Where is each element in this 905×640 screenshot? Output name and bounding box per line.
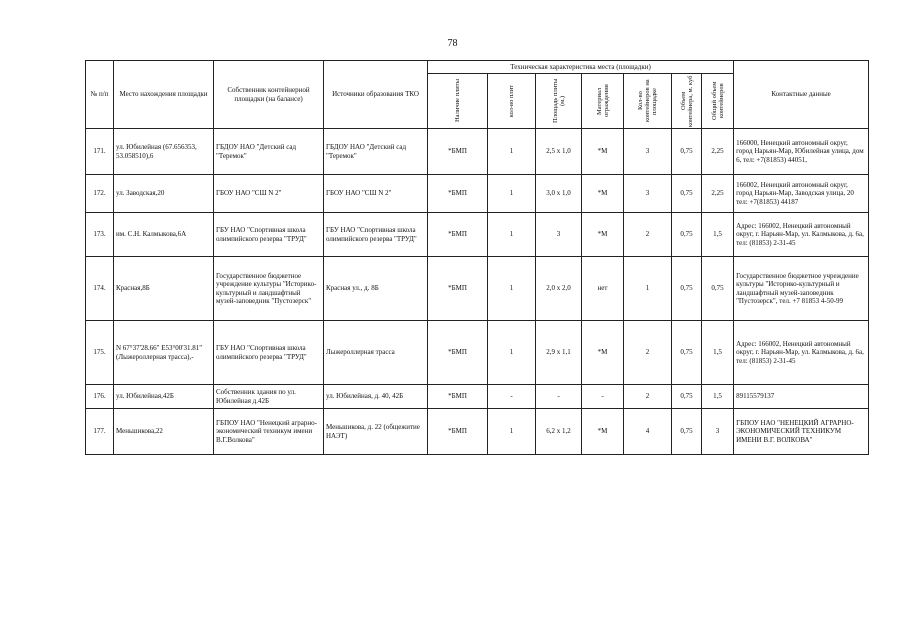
- row-plates-count: 1: [488, 175, 536, 213]
- row-containers: 2: [624, 321, 672, 385]
- row-contacts: 89115579137: [734, 385, 869, 409]
- row-num: 172.: [86, 175, 114, 213]
- row-plate: *БМП: [428, 213, 488, 257]
- row-area: 2,0 х 2,0: [536, 257, 582, 321]
- row-area: 3,0 х 1,0: [536, 175, 582, 213]
- row-contacts: 166000, Ненецкий автономный округ, город Нарьян-Мар, Юбилейная улица, дом 6, тел: +7(81853) 44051,: [734, 129, 869, 175]
- header-num: № п/п: [86, 61, 114, 129]
- subheader-fence: Материал ограждения: [582, 74, 624, 129]
- header-tech: Техническая характеристика места (площадки): [428, 61, 734, 74]
- row-fence: -: [582, 385, 624, 409]
- row-plates-count: 1: [488, 213, 536, 257]
- row-plates-count: 1: [488, 129, 536, 175]
- row-plates-count: 1: [488, 257, 536, 321]
- row-num: 175.: [86, 321, 114, 385]
- row-containers: 2: [624, 385, 672, 409]
- row-contacts: Адрес: 166002, Ненецкий автономный округ, г. Нарьян-Мар, ул. Калмыкова, д. 6а, тел: (81853) 2-31-45: [734, 213, 869, 257]
- row-sources: Лыжероллерная трасса: [324, 321, 428, 385]
- subheader-total: Общий объем контейнеров: [702, 74, 734, 129]
- row-containers: 4: [624, 409, 672, 455]
- subheader-containers: Кол-во контейнеров на площадке: [624, 74, 672, 129]
- subheader-volume: Объем контейнера, м. куб: [672, 74, 702, 129]
- row-total: 3: [702, 409, 734, 455]
- row-fence: *М: [582, 129, 624, 175]
- row-contacts: 166002, Ненецкий автономный округ, город Нарьян-Мар, Заводская улица, 20 тел: +7(81853) 44187: [734, 175, 869, 213]
- row-fence: *М: [582, 409, 624, 455]
- row-containers: 3: [624, 129, 672, 175]
- row-volume: 0,75: [672, 213, 702, 257]
- row-total: 1,5: [702, 385, 734, 409]
- row-total: 0,75: [702, 257, 734, 321]
- row-owner: ГБДОУ НАО "Детский сад "Теремок": [214, 129, 324, 175]
- header-location: Место нахождения площадки: [114, 61, 214, 129]
- row-volume: 0,75: [672, 257, 702, 321]
- header-row: [86, 61, 869, 74]
- row-location: N 67°37'28.66" E53°00'31.81" (Лыжероллерная трасса),-: [114, 321, 214, 385]
- row-contacts: Государственное бюджетное учреждение культуры "Историко-культурный и ландшафтный музей-заповедник "Пустозерск", тел. +7 81853 4-50-99: [734, 257, 869, 321]
- row-sources: ГБОУ НАО "СШ N 2": [324, 175, 428, 213]
- subheader-area: Площадь плиты (м.): [536, 74, 582, 129]
- row-fence: *М: [582, 175, 624, 213]
- row-owner: ГБУ НАО "Спортивная школа олимпийского резерва "ТРУД": [214, 321, 324, 385]
- row-containers: 3: [624, 175, 672, 213]
- row-area: 6,2 х 1,2: [536, 409, 582, 455]
- row-location: Красная,8Б: [114, 257, 214, 321]
- row-owner: ГБОУ НАО "СШ N 2": [214, 175, 324, 213]
- table-row: [86, 385, 869, 409]
- row-sources: ГБДОУ НАО "Детский сад "Теремок": [324, 129, 428, 175]
- row-num: 177.: [86, 409, 114, 455]
- row-area: 2,5 х 1,0: [536, 129, 582, 175]
- row-volume: 0,75: [672, 175, 702, 213]
- row-plate: *БМП: [428, 175, 488, 213]
- row-total: 2,25: [702, 175, 734, 213]
- row-plates-count: 1: [488, 409, 536, 455]
- row-num: 173.: [86, 213, 114, 257]
- row-location: ул. Юбилейная,42Б: [114, 385, 214, 409]
- row-contacts: ГБПОУ НАО "НЕНЕЦКИЙ АГРАРНО-ЭКОНОМИЧЕСКИЙ ТЕХНИКУМ ИМЕНИ В.Г. ВОЛКОВА": [734, 409, 869, 455]
- table-row: [86, 257, 869, 321]
- row-total: 1,5: [702, 213, 734, 257]
- row-plate: *БМП: [428, 409, 488, 455]
- row-volume: 0,75: [672, 321, 702, 385]
- row-volume: 0,75: [672, 409, 702, 455]
- subheader-plates-count: кол-во плит: [488, 74, 536, 129]
- row-sources: Красная ул., д. 8Б: [324, 257, 428, 321]
- row-volume: 0,75: [672, 129, 702, 175]
- row-total: 2,25: [702, 129, 734, 175]
- row-volume: 0,75: [672, 385, 702, 409]
- row-total: 1,5: [702, 321, 734, 385]
- header-contacts: Контактные данные: [734, 61, 869, 129]
- table-body: [86, 129, 869, 455]
- table-row: [86, 409, 869, 455]
- container-sites-table: [85, 60, 869, 455]
- row-containers: 1: [624, 257, 672, 321]
- row-sources: Меньшикова, д. 22 (общежитие НАЭТ): [324, 409, 428, 455]
- row-sources: ГБУ НАО "Спортивная школа олимпийского резерва "ТРУД": [324, 213, 428, 257]
- table-row: [86, 213, 869, 257]
- row-plates-count: 1: [488, 321, 536, 385]
- row-plate: *БМП: [428, 385, 488, 409]
- table-row: [86, 321, 869, 385]
- row-fence: *М: [582, 321, 624, 385]
- header-owner: Собственник контейнерной площадки (на балансе): [214, 61, 324, 129]
- row-area: 2,9 х 1,1: [536, 321, 582, 385]
- row-plates-count: -: [488, 385, 536, 409]
- row-containers: 2: [624, 213, 672, 257]
- row-num: 171.: [86, 129, 114, 175]
- page-number: 78: [447, 38, 458, 49]
- row-owner: Собственник здания по ул. Юбилейная д.42Б: [214, 385, 324, 409]
- row-owner: ГБПОУ НАО "Ненецкий аграрно-экономический техникум имени В.Г.Волкова": [214, 409, 324, 455]
- row-plate: *БМП: [428, 257, 488, 321]
- row-location: Меньшикова,22: [114, 409, 214, 455]
- row-plate: *БМП: [428, 321, 488, 385]
- row-num: 176.: [86, 385, 114, 409]
- row-location: им. С.Н. Калмыкова,6А: [114, 213, 214, 257]
- row-plate: *БМП: [428, 129, 488, 175]
- row-owner: ГБУ НАО "Спортивная школа олимпийского резерва "ТРУД": [214, 213, 324, 257]
- row-area: -: [536, 385, 582, 409]
- row-location: ул. Юбилейная (67.656353, 53.058510),6: [114, 129, 214, 175]
- row-location: ул. Заводская,20: [114, 175, 214, 213]
- row-owner: Государственное бюджетное учреждение культуры "Историко-культурный и ландшафтный музей-заповедник "Пустозерск": [214, 257, 324, 321]
- row-fence: нет: [582, 257, 624, 321]
- header-sources: Источники образования ТКО: [324, 61, 428, 129]
- row-area: 3: [536, 213, 582, 257]
- table-row: [86, 175, 869, 213]
- subheader-plate: Наличие плиты: [428, 74, 488, 129]
- table-row: [86, 129, 869, 175]
- row-fence: *М: [582, 213, 624, 257]
- row-contacts: Адрес: 166002, Ненецкий автономный округ, г. Нарьян-Мар, ул. Калмыкова, д. 6а, тел: (81853) 2-31-45: [734, 321, 869, 385]
- row-sources: ул. Юбилейная, д. 40, 42Б: [324, 385, 428, 409]
- row-num: 174.: [86, 257, 114, 321]
